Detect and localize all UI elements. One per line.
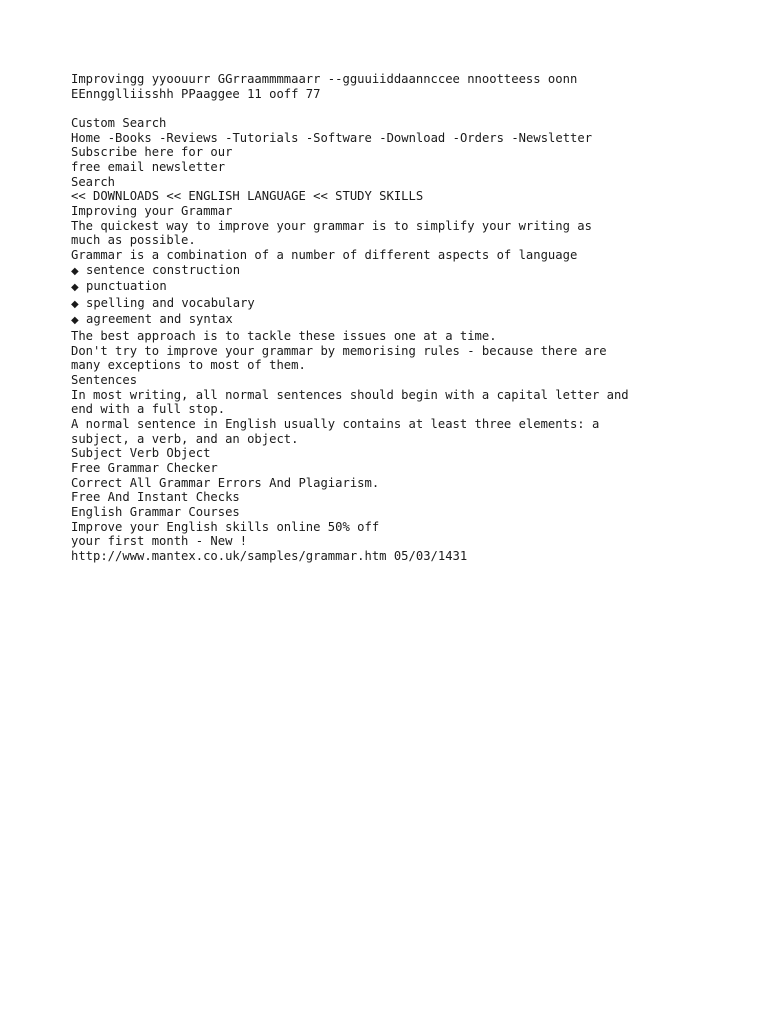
diamond-bullet-icon: ◆ [71, 315, 79, 327]
sentences-heading: Sentences [71, 373, 138, 388]
nav-link-tutorials[interactable]: -Tutorials [225, 130, 299, 145]
list-item [71, 279, 711, 296]
aspects-intro: Grammar is a combination of a number of different aspects of language [71, 247, 578, 262]
diamond-bullet-icon: ◆ [71, 282, 79, 294]
search-button[interactable]: Search [71, 174, 116, 189]
ad-title-instant-checks[interactable]: Free And Instant Checks [71, 490, 240, 505]
document-title-line-2: EEnngglliisshh PPaaggee 11 ooff 77 [71, 86, 321, 101]
diamond-bullet-icon: ◆ [71, 298, 79, 310]
diamond-bullet-icon: ◆ [71, 265, 79, 277]
nav-link-download[interactable]: -Download [379, 130, 446, 145]
list-item-text: punctuation [86, 279, 167, 294]
article-title: Improving your Grammar [71, 203, 233, 218]
elements-text-line-1: A normal sentence in English usually contains at least three elements: a [71, 417, 600, 432]
ad-title-grammar-checker[interactable]: Free Grammar Checker [71, 461, 218, 476]
list-item-text: sentence construction [86, 262, 241, 277]
list-item [71, 296, 711, 313]
nav-link-newsletter[interactable]: -Newsletter [511, 130, 593, 145]
approach-text: The best approach is to tackle these issues one at a time. [71, 329, 497, 344]
document-title-line-1: Improvingg yyoouurr GGrraammmmaarr --gguuiiddaannccee nnootteess oonn [71, 72, 578, 86]
nav-link-software[interactable]: -Software [305, 130, 372, 145]
nav-link-reviews[interactable]: -Reviews [159, 130, 218, 145]
intro-paragraph-line-2: much as possible. [71, 233, 196, 248]
page-content [71, 72, 711, 564]
nav-link-orders[interactable]: -Orders [452, 130, 504, 145]
rules-text-line-2: many exceptions to most of them. [71, 358, 306, 373]
nav-link-books[interactable]: -Books [107, 130, 152, 145]
custom-search-label: Custom Search [71, 115, 167, 130]
list-item-text: spelling and vocabulary [86, 295, 255, 310]
sentences-text-line-1: In most writing, all normal sentences should begin with a capital letter and [71, 387, 629, 402]
sentences-text-line-2: end with a full stop. [71, 402, 226, 417]
intro-paragraph-line-1: The quickest way to improve your grammar is to simplify your writing as [71, 218, 592, 233]
list-item [71, 263, 711, 280]
ad-text-grammar-checker: Correct All Grammar Errors And Plagiarism. [71, 475, 380, 490]
svo-text: Subject Verb Object [71, 446, 211, 461]
nav-link-home[interactable]: Home [71, 130, 101, 145]
breadcrumb[interactable]: << DOWNLOADS << ENGLISH LANGUAGE << STUDY SKILLS [71, 189, 424, 204]
elements-text-line-2: subject, a verb, and an object. [71, 431, 299, 446]
subscribe-text-line-2: free email newsletter [71, 159, 226, 174]
subscribe-text-line-1: Subscribe here for our [71, 145, 233, 160]
list-item-text: agreement and syntax [86, 312, 233, 327]
footer-url-date[interactable]: http://www.mantex.co.uk/samples/grammar.htm 05/03/1431 [71, 548, 468, 563]
ad-title-grammar-courses[interactable]: English Grammar Courses [71, 505, 240, 520]
spacer [71, 101, 711, 116]
ad-text-grammar-courses-line-2: your first month - New ! [71, 534, 248, 549]
nav-bar [71, 131, 711, 146]
rules-text-line-1: Don't try to improve your grammar by memorising rules - because there are [71, 343, 607, 358]
list-item [71, 312, 711, 329]
ad-text-grammar-courses: Improve your English skills online 50% off [71, 519, 380, 534]
